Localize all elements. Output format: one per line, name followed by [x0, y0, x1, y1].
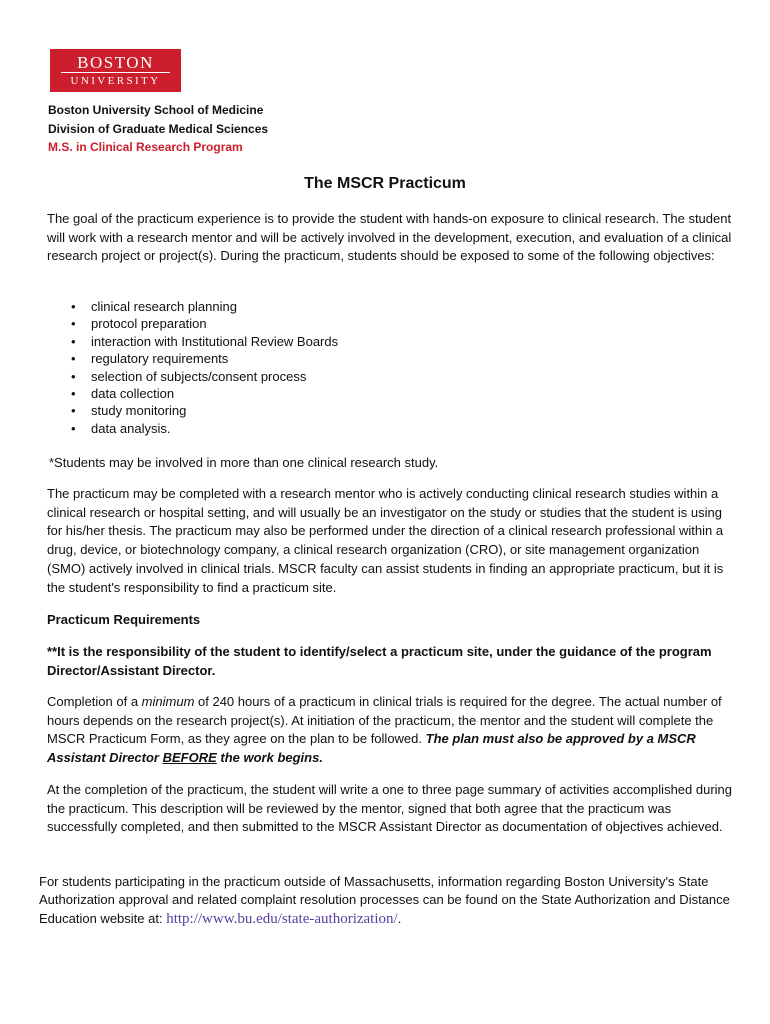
work-begins-emphasis: the work begins. [216, 750, 323, 766]
school-name: Boston University School of Medicine [48, 103, 264, 117]
minimum-emphasis: minimum [141, 694, 195, 709]
completion-text-1: Completion of a [47, 694, 142, 709]
logo-line-boston: BOSTON [77, 53, 154, 72]
division-name: Division of Graduate Medical Sciences [48, 121, 269, 136]
page-title: The MSCR Practicum [304, 175, 466, 192]
summary-paragraph: At the completion of the practicum, the student will write a one to three page summary of activities accomplished during the practicum. This description will be reviewed by the mentor, signed that both agree that the practicum was successfully completed, and then submitted to the MSCR Assistant Director as documentation of objectives achieved. [47, 782, 733, 835]
objective-item: • data collection [47, 385, 338, 402]
document-header [48, 101, 268, 157]
program-name: M.S. in Clinical Research Program [48, 140, 243, 154]
objective-item: • study monitoring [47, 402, 338, 419]
objective-item: • data analysis. [47, 420, 338, 437]
state-authorization-link[interactable]: http://www.bu.edu/state-authorization/ [166, 910, 398, 927]
completion-text-2: of 240 hours of a practicum in clinical trials is required for the degree. The actual number of hours depends on the research project(s). At initiation of the practicum, the mentor and the student will complete the MSCR Practicum Form, as they agree on the plan to be followed. [47, 694, 722, 747]
boston-university-logo [50, 49, 181, 92]
logo-line-university: UNIVERSITY [70, 75, 161, 87]
requirements-heading: Practicum Requirements [47, 612, 201, 627]
completion-paragraph [47, 693, 732, 768]
approval-emphasis: The plan must also be approved by a MSCR Assistant Director [47, 731, 696, 766]
state-authorization-text: For students participating in the practicum outside of Massachusetts, information regarding Boston University's State Authorization approval and related complaint resolution processes can be found on the State Authorization and Distance Education website at: [39, 874, 730, 926]
note-text: *Students may be involved in more than one clinical research study. [49, 455, 439, 470]
mentor-paragraph: The practicum may be completed with a research mentor who is actively conducting clinical research studies within a clinical research or hospital setting, and will usually be an investigator on the study or studies that the student is using for his/her thesis. The practicum may also be performed under the direction of a clinical research professional within a drug, device, or biotechnology company, a clinical research organization (CRO), or site management organization (SMO) actively involved in clinical trials. MSCR faculty can assist students in finding an appropriate practicum, but it is the student's responsibility to find a practicum site. [47, 486, 724, 595]
responsibility-statement: **It is the responsibility of the student to identify/select a practicum site, under the guidance of the program Director/Assistant Director. [47, 644, 712, 678]
state-authorization-end: . [397, 910, 402, 926]
logo-rule [61, 72, 170, 73]
objectives-list [47, 298, 338, 437]
objective-item: • selection of subjects/consent process [47, 368, 338, 385]
objective-item: • clinical research planning [47, 298, 338, 315]
before-emphasis: BEFORE [162, 750, 217, 766]
intro-paragraph: The goal of the practicum experience is to provide the student with hands-on exposure to clinical research. The student will work with a research mentor and will be actively involved in the development, execution, and evaluation of a clinical research project or project(s). During the practicum, students should be exposed to some of the following objectives: [47, 211, 732, 264]
objective-item: • protocol preparation [47, 315, 338, 332]
state-authorization-paragraph [39, 873, 739, 928]
objective-item: • interaction with Institutional Review Boards [47, 333, 338, 350]
objective-item: • regulatory requirements [47, 350, 338, 367]
